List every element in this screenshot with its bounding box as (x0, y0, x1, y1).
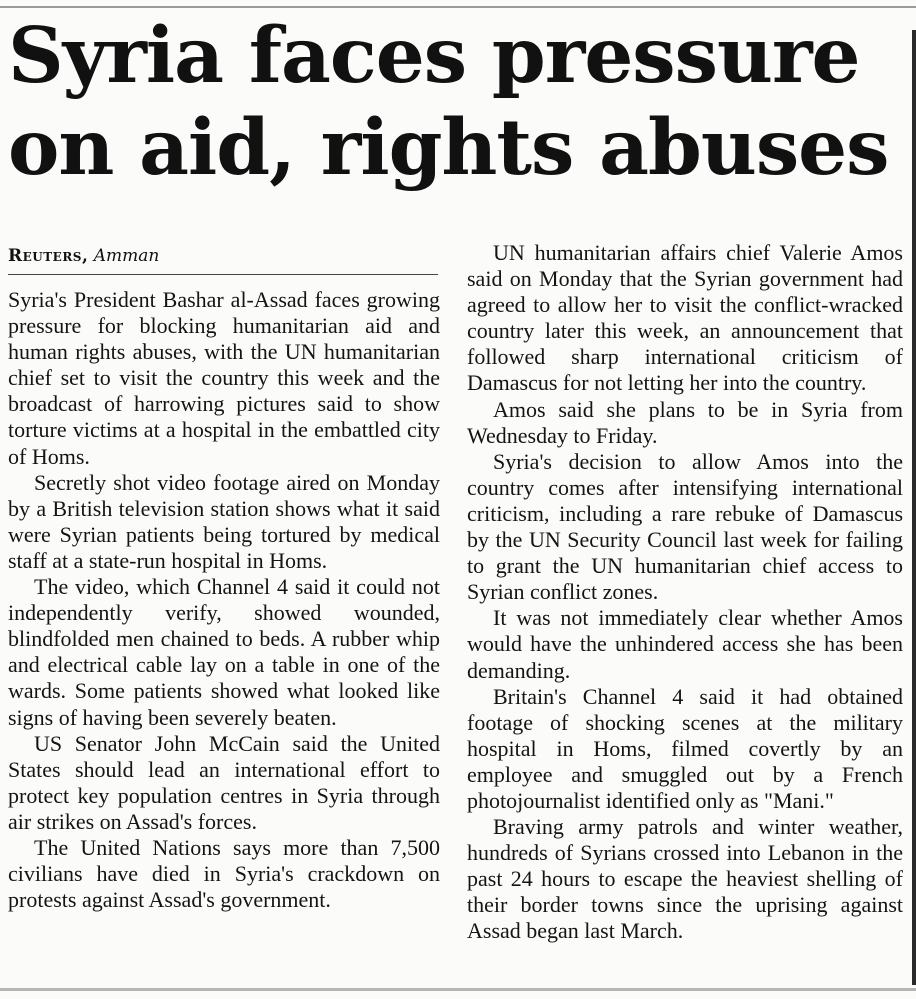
paragraph: Britain's Channel 4 said it had obtained footage of shocking scenes at the military hospital in Homs, filmed covertly by an employee and smuggled out by a French photojournalist identified only as "Mani." (467, 683, 903, 813)
paragraph: The United Nations says more than 7,500 civilians have died in Syria's crackdown on protests against Assad's government. (8, 834, 440, 913)
paragraph: Braving army patrols and winter weather, hundreds of Syrians crossed into Lebanon in the past 24 hours to escape the heaviest shelling of their border towns since the uprising against Assad began last March. (467, 814, 903, 944)
byline-source: Reuters, (8, 246, 89, 266)
byline-rule (8, 274, 438, 275)
byline-location: Amman (93, 246, 160, 266)
paragraph: Syria's decision to allow Amos into the country comes after intensifying international criticism, including a rare rebuke of Damascus by the UN Security Council last week for failing to grant the UN humanitarian chief access to Syrian conflict zones. (467, 448, 903, 605)
paragraph: The video, which Channel 4 said it could not independently verify, showed wounded, blindfolded men chained to beds. A rubber whip and electrical cable lay on a table in one of the wards. Some patients showed what looked like signs of having been severely beaten. (8, 574, 440, 730)
article-column-right (467, 240, 903, 945)
paragraph: It was not immediately clear whether Amos would have the unhindered access she has been demanding. (467, 605, 903, 683)
paragraph: Secretly shot video footage aired on Monday by a British television station shows what it said were Syrian patients being tortured by medical staff at a state-run hospital in Homs. (8, 469, 440, 573)
paragraph: UN humanitarian affairs chief Valerie Amos said on Monday that the Syrian government had agreed to allow her to visit the conflict-wracked country later this week, an announcement that followed sharp international criticism of Damascus for not letting her into the country. (467, 240, 903, 396)
byline (8, 244, 438, 268)
paragraph: Syria's President Bashar al-Assad faces growing pressure for blocking humanitarian aid and human rights abuses, with the UN humanitarian chief set to visit the country this week and the broadcast of harrowing pictures said to show torture victims at a hospital in the embattled city of Homs. (8, 287, 440, 469)
headline-line-2: on aid, rights abuses (8, 103, 889, 193)
headline (8, 10, 908, 194)
paragraph: Amos said she plans to be in Syria from Wednesday to Friday. (467, 396, 903, 448)
bottom-rule (0, 988, 916, 991)
headline-line-1: Syria faces pressure (8, 11, 860, 101)
page-edge (912, 30, 916, 985)
paragraph: US Senator John McCain said the United States should lead an international effort to protect key population centres in Syria through air strikes on Assad's forces. (8, 730, 440, 834)
article-column-left (8, 287, 440, 913)
top-rule (0, 6, 916, 8)
